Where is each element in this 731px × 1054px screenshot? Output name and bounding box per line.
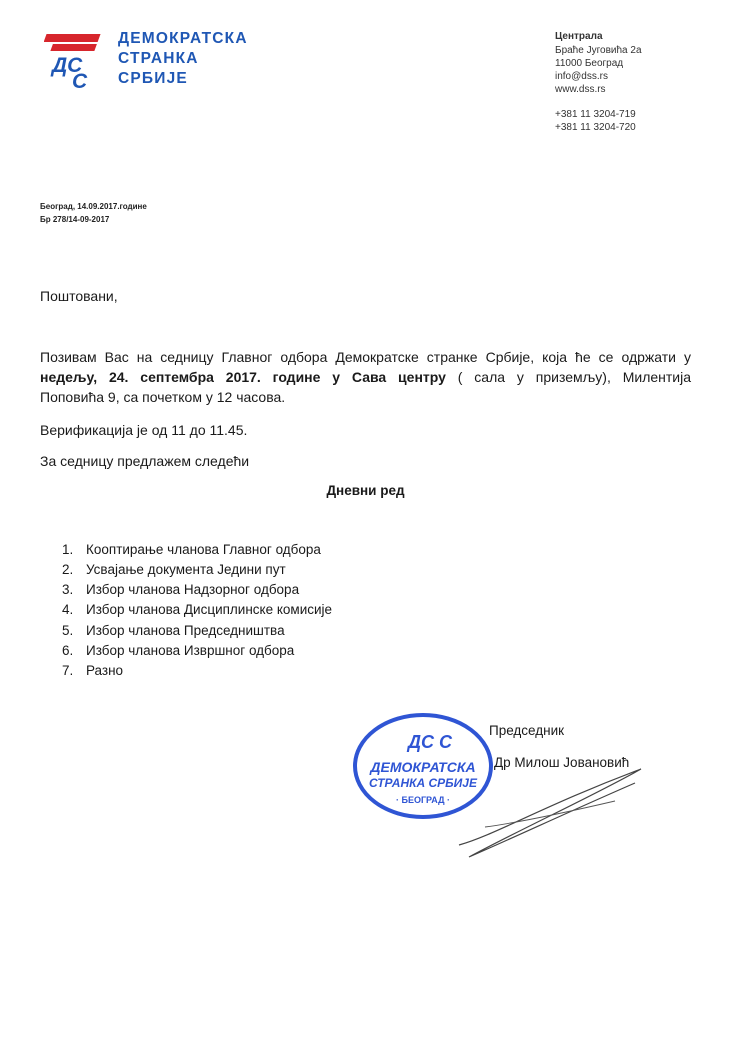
contact-street: Браће Југовића 2а	[555, 45, 642, 56]
stamp-line-1: ДЕМОКРАТСКА	[370, 759, 476, 775]
reference-number: Бр 278/14-09-2017	[40, 215, 110, 224]
agenda-item: 1. Кооптирање чланова Главног одбора	[62, 542, 321, 557]
stamp-line-2: СТРАНКА СРБИЈЕ	[369, 776, 477, 790]
verification-line: Верификација је од 11 до 11.45.	[40, 422, 248, 438]
meeting-hall: ( сала у приземљу), Милентија	[445, 369, 692, 385]
place-date: Београд, 14.09.2017.године	[40, 202, 147, 211]
party-name-line-3: СРБИЈЕ	[118, 70, 188, 87]
meeting-date-place: недељу, 24. септембра 2017. године у Сава центру	[40, 369, 446, 385]
agenda-item: 4. Избор чланова Дисциплинске комисије	[62, 602, 333, 617]
agenda-item: 2. Усвајање документа Једини пут	[62, 562, 286, 577]
party-name-line-2: СТРАНКА	[118, 50, 199, 67]
salutation: Поштовани,	[40, 288, 118, 304]
contact-heading: Централа	[555, 31, 603, 42]
contact-phone-1: +381 11 3204-719	[555, 109, 636, 120]
agenda-title: Дневни ред	[326, 483, 405, 498]
contact-web: www.dss.rs	[555, 84, 606, 95]
agenda-item: 7. Разно	[62, 663, 124, 678]
contact-city: 11000 Београд	[555, 58, 624, 69]
paragraph-line-3: Поповића 9, са почетком у 12 часова.	[40, 389, 286, 405]
agenda-item: 6. Избор чланова Извршног одбора	[62, 643, 295, 658]
agenda-item: 3. Избор чланова Надзорног одбора	[62, 582, 300, 597]
contact-phone-2: +381 11 3204-720	[555, 122, 636, 133]
dss-logo-icon	[44, 30, 106, 90]
svg-text:ДС: ДС	[52, 54, 83, 77]
party-name-line-1: ДЕМОКРАТСКА	[118, 30, 248, 47]
paragraph-line-1: Позивам Вас на седницу Главног одбора Демократске странке Србије, која ће се одржати у	[40, 349, 691, 365]
stamp-logo-letters: ДС С	[408, 732, 452, 752]
agenda-item: 5. Избор чланова Председништва	[62, 623, 285, 638]
handwritten-signature	[455, 765, 645, 865]
stamp-city: · БЕОГРАД ·	[395, 795, 451, 805]
signatory-role: Председник	[489, 723, 565, 738]
signatory-name: Др Милош Јовановић	[494, 755, 630, 770]
paragraph-line-2	[40, 368, 691, 386]
contact-email: info@dss.rs	[555, 71, 608, 82]
proposal-line: За седницу предлажем следећи	[40, 453, 250, 469]
svg-text:С: С	[72, 70, 88, 90]
